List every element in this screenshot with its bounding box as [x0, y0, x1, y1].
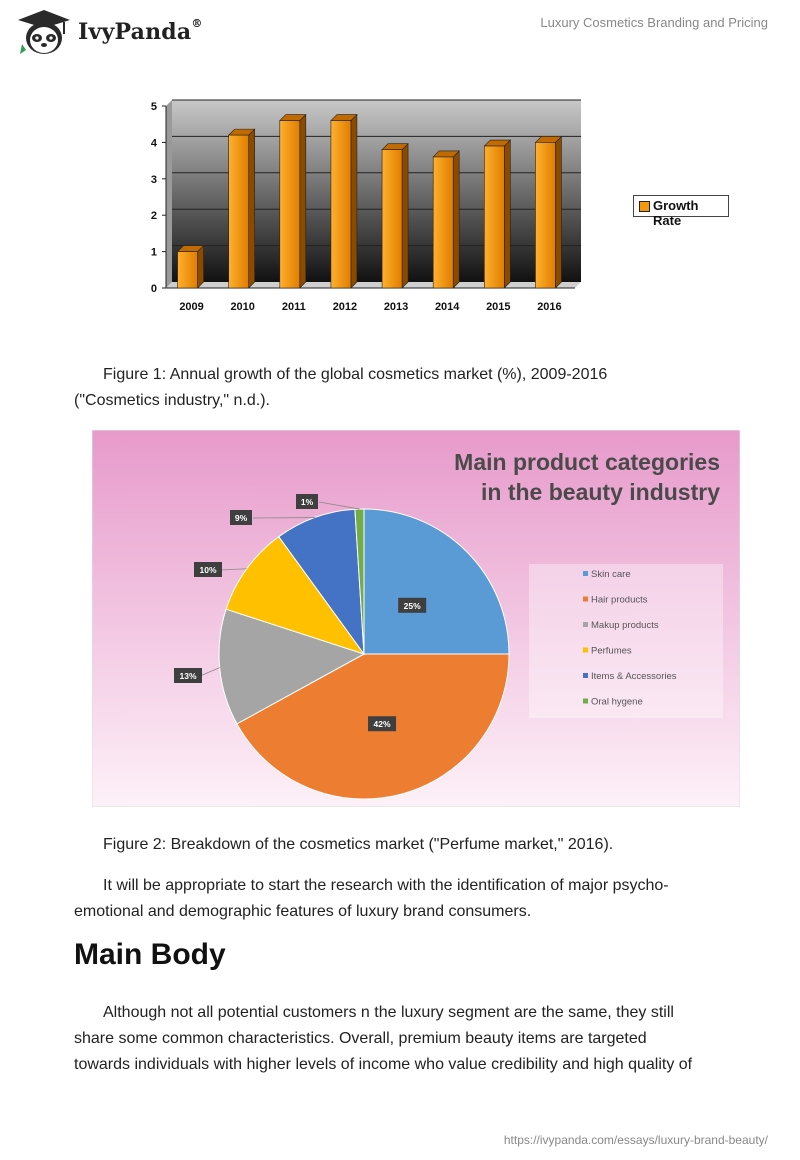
legend-swatch — [583, 597, 588, 602]
bar-front — [229, 135, 249, 288]
bar-side — [300, 115, 306, 288]
data-label: 10% — [199, 565, 217, 575]
plot-floor — [166, 282, 581, 288]
growth-bar-chart — [130, 88, 590, 323]
x-tick-label: 2010 — [230, 301, 255, 313]
bar-front — [535, 142, 555, 288]
legend-label-growth-rate: Growth Rate — [653, 198, 699, 228]
bar — [331, 115, 357, 288]
legend-label: Perfumes — [591, 645, 632, 657]
data-label: 1% — [300, 497, 314, 507]
bar-side — [453, 151, 459, 288]
bar — [484, 140, 510, 288]
y-tick-label: 0 — [150, 283, 157, 295]
bar — [229, 129, 255, 288]
x-tick-label: 2013 — [383, 301, 409, 313]
pie-legend-box — [529, 564, 723, 718]
y-tick-label: 3 — [150, 173, 157, 186]
legend-label: Skin care — [591, 569, 631, 580]
x-tick-label: 2012 — [332, 301, 358, 313]
figure1-caption: Figure 1: Annual growth of the global cosmetics market (%), 2009-2016 ("Cosmetics industry," n.d.). — [74, 366, 608, 409]
bar-front — [280, 121, 300, 288]
bar-side — [351, 115, 357, 288]
bar-front — [433, 157, 453, 288]
legend-label: Makup products — [591, 620, 659, 631]
legend-label: Oral hygene — [591, 696, 643, 708]
y-tick-label: 2 — [150, 210, 157, 223]
legend-label: Hair products — [591, 594, 648, 606]
data-label: 13% — [179, 671, 197, 681]
document-title: Luxury Cosmetics Branding and Pricing — [540, 15, 768, 30]
legend-swatch — [583, 673, 588, 678]
legend-swatch — [639, 201, 650, 212]
beauty-categories-pie-chart — [92, 430, 740, 807]
plot-side-wall — [166, 100, 172, 288]
legend-label: Items & Accessories — [591, 671, 677, 682]
bar-front — [178, 252, 198, 288]
intro-paragraph: It will be appropriate to start the research with the identification of major psycho- emotional and demographic features of luxury brand consumers. — [74, 877, 669, 920]
bar-side — [402, 144, 408, 288]
bar-front — [382, 150, 402, 288]
bar-side — [504, 140, 510, 288]
brand-name[interactable]: IvyPanda® — [78, 17, 203, 45]
bar-side — [555, 136, 561, 288]
y-tick-label: 1 — [150, 246, 157, 259]
x-tick-label: 2015 — [486, 301, 511, 313]
bar-side — [249, 129, 255, 288]
x-tick-label: 2011 — [281, 301, 306, 313]
legend-swatch — [583, 622, 588, 627]
x-tick-label: 2014 — [434, 301, 460, 313]
bar — [433, 151, 459, 288]
data-label: 9% — [234, 513, 248, 523]
pie-title-line2: in the beauty industry — [481, 479, 720, 505]
legend-swatch — [583, 571, 588, 576]
data-label: 25% — [403, 600, 421, 611]
x-tick-label: 2016 — [537, 301, 562, 313]
bar-front — [331, 121, 351, 288]
bar — [535, 136, 561, 288]
legend-swatch — [583, 648, 588, 653]
source-url-link[interactable]: https://ivypanda.com/essays/luxury-brand-beauty/ — [503, 1133, 768, 1147]
figure2-caption: Figure 2: Breakdown of the cosmetics market ("Perfume market," 2016). — [103, 836, 614, 853]
bar-side — [198, 246, 204, 288]
x-tick-label: 2009 — [179, 301, 204, 313]
data-label: 42% — [373, 719, 391, 730]
bar — [178, 246, 204, 288]
bar — [280, 115, 306, 288]
y-tick-label: 4 — [150, 137, 157, 150]
bar — [382, 144, 408, 288]
panda-logo-icon[interactable] — [14, 8, 74, 56]
page-header — [0, 0, 800, 60]
pie-title-line1: Main product categories — [454, 449, 720, 475]
bar-front — [484, 146, 504, 288]
bar-chart-legend — [633, 195, 729, 228]
section-heading: Main Body — [74, 938, 226, 971]
body-paragraph: Although not all potential customers n the luxury segment are the same, they still share some common characteristics. Overall, premium beauty items are targeted towards individuals with higher levels of income who value credibility and high quality of — [74, 1004, 693, 1073]
y-tick-label: 5 — [150, 101, 157, 113]
legend-swatch — [583, 699, 588, 704]
